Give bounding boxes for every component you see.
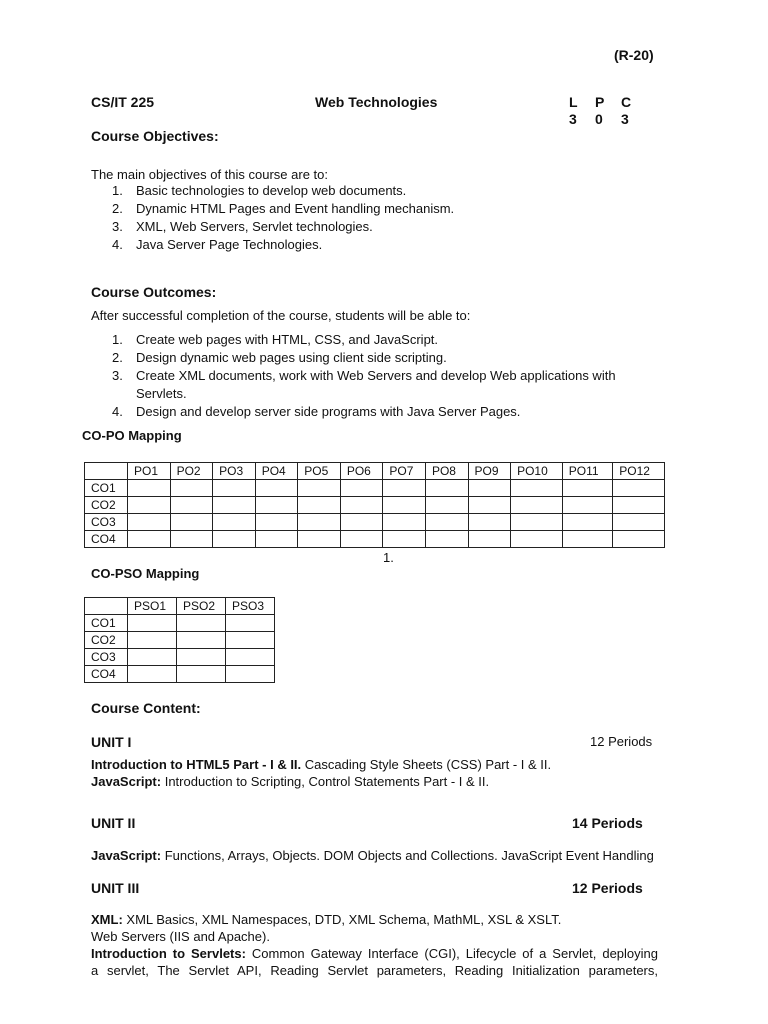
table-header-row (85, 463, 665, 480)
table-corner-cell (85, 463, 128, 480)
copo-footnote: 1. (383, 550, 394, 565)
unit1-title: UNIT I (91, 734, 132, 750)
copo-heading: CO-PO Mapping (82, 428, 182, 443)
unit3-line4: a servlet, The Servlet API, Reading Servlet parameters, Reading Initialization parameters, (91, 963, 658, 978)
table-header-cell: PO12 (613, 463, 665, 480)
outcomes-heading: Course Outcomes: (91, 284, 217, 300)
unit3-periods: 12 Periods (572, 880, 643, 896)
objectives-heading: Course Objectives: (91, 128, 219, 144)
unit1-periods: 12 Periods (590, 734, 653, 749)
unit3-line2: Web Servers (IIS and Apache). (91, 929, 270, 944)
list-item: 4. Design and develop server side programs with Java Server Pages. (112, 404, 521, 419)
objectives-intro: The main objectives of this course are to: (91, 167, 329, 182)
outcomes-intro: After successful completion of the course, students will be able to: (91, 308, 471, 323)
table-row (85, 531, 665, 548)
list-item: 3. XML, Web Servers, Servlet technologies. (112, 219, 373, 234)
table-header-cell: PO6 (340, 463, 383, 480)
table-header-cell: PO10 (511, 463, 563, 480)
row-label: CO1 (85, 480, 128, 497)
copso-table (84, 597, 275, 683)
list-item: 3. Create XML documents, work with Web Servers and develop Web applications with Servlets. (112, 368, 616, 401)
table-header-cell: PO4 (255, 463, 298, 480)
table-header-cell: PO5 (298, 463, 341, 480)
row-label: CO3 (85, 649, 128, 666)
unit3-line3: Introduction to Servlets: Common Gateway Interface (CGI), Lifecycle of a Servlet, deploying (91, 946, 658, 961)
table-row (85, 497, 665, 514)
table-header-cell: PO7 (383, 463, 426, 480)
table-header-cell: PO11 (562, 463, 612, 480)
table-header-cell: PO1 (128, 463, 171, 480)
list-item: 1. Create web pages with HTML, CSS, and JavaScript. (112, 332, 439, 347)
course-code: CS/IT 225 (91, 94, 155, 110)
list-item: 2. Design dynamic web pages using client side scripting. (112, 350, 447, 365)
unit1-line1: Introduction to HTML5 Part - I & II. Cascading Style Sheets (CSS) Part - I & II. (91, 757, 552, 772)
list-item: 1. Basic technologies to develop web documents. (112, 183, 407, 198)
list-item: 4. Java Server Page Technologies. (112, 237, 323, 252)
content-heading: Course Content: (91, 700, 201, 716)
unit3-title: UNIT III (91, 880, 140, 896)
ltpc-p-label: P (595, 94, 605, 110)
row-label: CO4 (85, 666, 128, 683)
list-item: 2. Dynamic HTML Pages and Event handling mechanism. (112, 201, 455, 216)
ltpc-c-value: 3 (621, 111, 629, 127)
ltpc-l-label: L (569, 94, 578, 110)
objectives-list (112, 182, 454, 254)
table-row (85, 649, 275, 666)
table-header-cell: PO3 (213, 463, 256, 480)
unit3-line1: XML: XML Basics, XML Namespaces, DTD, XML Schema, MathML, XSL & XSLT. (91, 912, 562, 927)
course-title: Web Technologies (315, 94, 438, 110)
table-row (85, 480, 665, 497)
table-header-cell: PSO2 (177, 598, 226, 615)
table-header-cell: PO8 (425, 463, 468, 480)
table-row (85, 615, 275, 632)
row-label: CO4 (85, 531, 128, 548)
ltpc-c-label: C (621, 94, 632, 110)
unit1-line2: JavaScript: Introduction to Scripting, Control Statements Part - I & II. (91, 774, 490, 789)
table-row (85, 632, 275, 649)
unit2-periods: 14 Periods (572, 815, 643, 831)
unit2-line1: JavaScript: Functions, Arrays, Objects. DOM Objects and Collections. JavaScript Event Handling (91, 848, 654, 863)
table-corner-cell (85, 598, 128, 615)
table-row (85, 514, 665, 531)
row-label: CO1 (85, 615, 128, 632)
ltpc-l-value: 3 (569, 111, 577, 127)
table-header-cell: PO2 (170, 463, 213, 480)
copso-heading: CO-PSO Mapping (91, 566, 200, 581)
row-label: CO2 (85, 497, 128, 514)
row-label: CO3 (85, 514, 128, 531)
row-label: CO2 (85, 632, 128, 649)
table-header-cell: PSO3 (226, 598, 275, 615)
table-row (85, 666, 275, 683)
regulation-label: (R-20) (614, 47, 654, 63)
table-header-cell: PSO1 (128, 598, 177, 615)
ltpc-p-value: 0 (595, 111, 603, 127)
copo-table (84, 462, 665, 548)
outcomes-list (112, 331, 616, 421)
unit2-title: UNIT II (91, 815, 136, 831)
table-header-cell: PO9 (468, 463, 511, 480)
table-header-row (85, 598, 275, 615)
